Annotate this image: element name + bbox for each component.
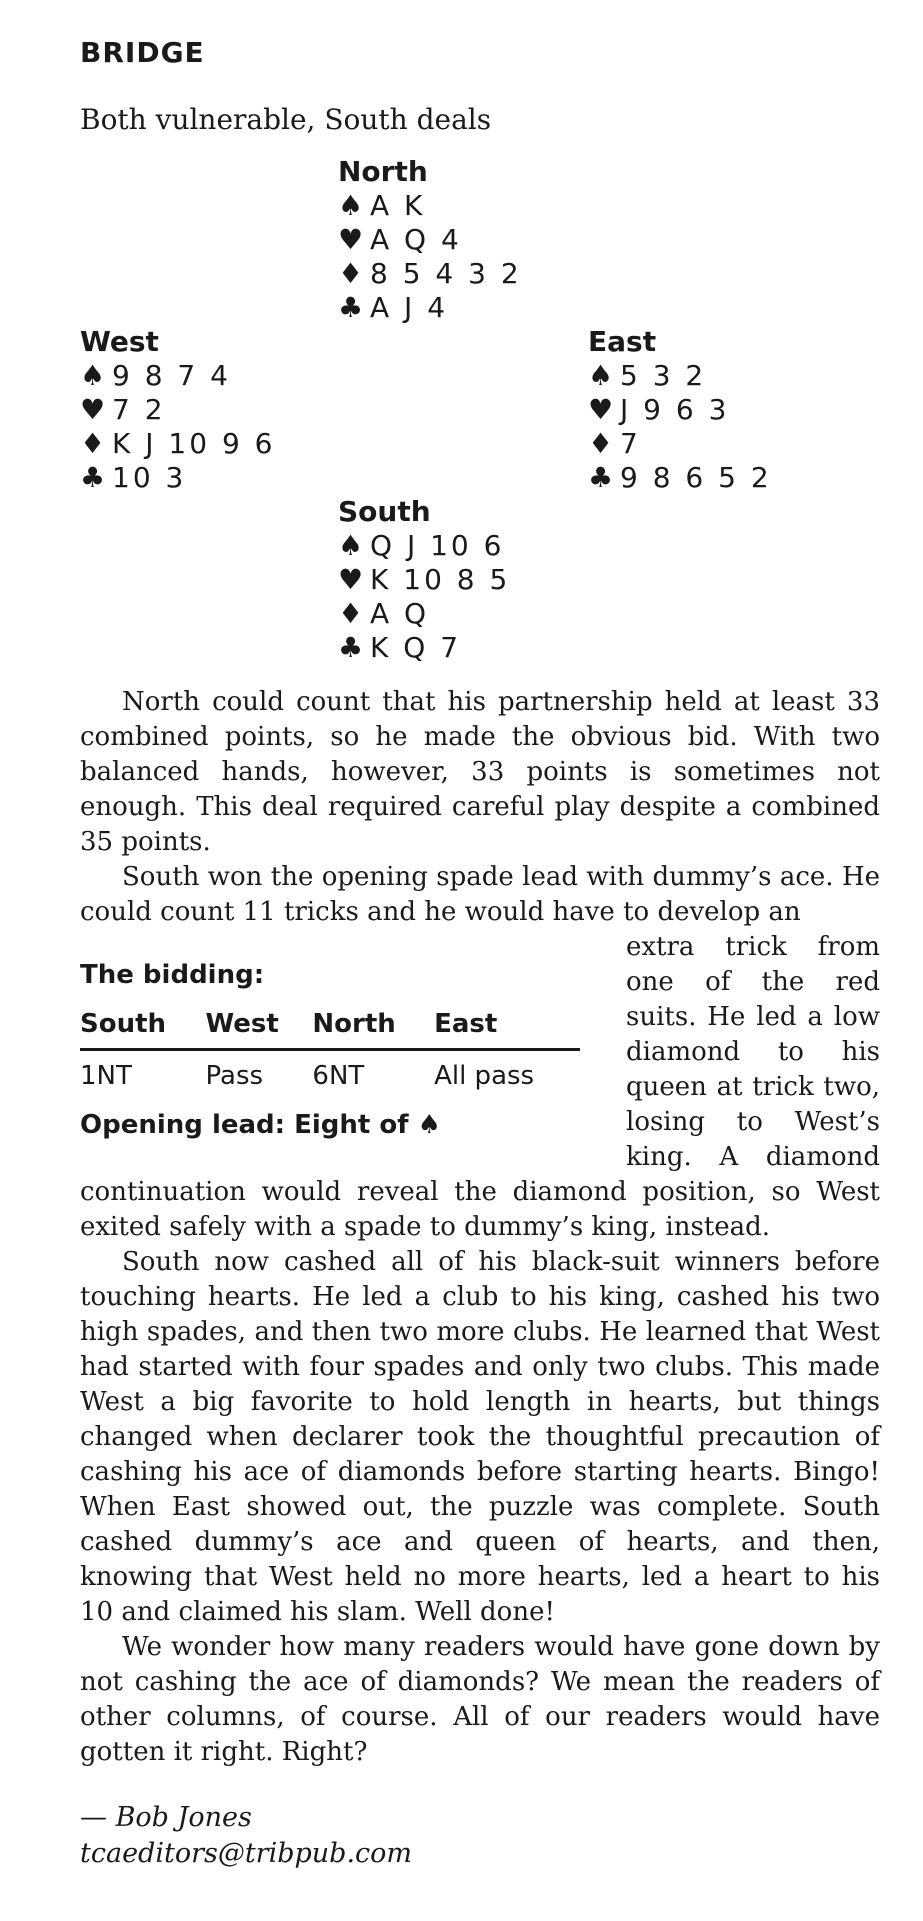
bid-header-west: West — [206, 1007, 313, 1050]
north-spades: A K — [370, 189, 426, 222]
paragraph: North could count that his partnership held at least 33 combined points, so he made the obvious bid. With two balanced hands, however, 33 points is sometimes not enough. This deal required careful play despite a combined 35 points. — [80, 687, 880, 857]
south-spades: Q J 10 6 — [370, 529, 505, 562]
west-hand — [80, 325, 275, 495]
west-hearts: 7 2 — [112, 393, 166, 426]
paragraph: South now cashed all of his black-suit winners before touching hearts. He led a club to his king, cashed his two high spades, and then two more clubs. He learned that West had started with four spades and only two clubs. This made West a big favorite to hold length in hearts, but things changed when declarer took the thoughtful precaution of cashing his ace of diamonds before starting hearts. Bingo! When East showed out, the puzzle was complete. South cashed dummy’s ace and queen of hearts, and then, knowing that West held no more hearts, led a heart to his 10 and claimed his slam. Well done! — [80, 1247, 880, 1627]
north-diamonds: 8 5 4 3 2 — [370, 257, 522, 290]
east-spades: 5 3 2 — [620, 359, 707, 392]
heart-icon: ♥ — [338, 223, 364, 256]
diamond-icon: ♦ — [338, 597, 364, 630]
south-hearts: K 10 8 5 — [370, 563, 511, 596]
spade-icon: ♠ — [588, 359, 614, 392]
bridge-column — [80, 30, 880, 1869]
bid-south: 1NT — [80, 1061, 132, 1091]
hand-name: North — [338, 155, 428, 188]
bid-header-south: South — [80, 1007, 206, 1050]
north-clubs: A J 4 — [370, 291, 449, 324]
east-hand — [588, 325, 772, 495]
bidding-table — [80, 1007, 580, 1100]
article-body — [80, 685, 880, 1770]
west-clubs: 10 3 — [112, 461, 187, 494]
east-clubs: 9 8 6 5 2 — [620, 461, 772, 494]
paragraph: We wonder how many readers would have gone down by not cashing the ace of diamonds? We mean the readers of other columns, of course. All of our readers would have gotten it right. Right? — [80, 1632, 880, 1767]
bidding-box — [80, 948, 590, 1143]
club-icon: ♣ — [338, 631, 364, 664]
paragraph: extra trick from one of the red suits. He led a low diamond to his queen at trick two, losing to West’s king. A diamond continuation would reveal the diamond position, so West exited safely with a spade to dummy’s king, instead. — [80, 932, 880, 1242]
west-spades: 9 8 7 4 — [112, 359, 231, 392]
spade-icon: ♠ — [338, 189, 364, 222]
south-hand — [338, 495, 510, 665]
bid-west: Pass — [205, 1061, 264, 1091]
bidding-label: The bidding: — [80, 960, 265, 990]
author-name: — Bob Jones — [80, 1802, 252, 1833]
column-title: BRIDGE — [80, 36, 205, 69]
hand-name: West — [80, 325, 159, 358]
south-clubs: K Q 7 — [370, 631, 462, 664]
paragraph: South won the opening spade lead with dummy’s ace. He could count 11 tricks and he would have to develop an — [80, 862, 880, 927]
signature — [80, 1800, 412, 1872]
club-icon: ♣ — [588, 461, 614, 494]
bid-header-east: East — [434, 1007, 580, 1050]
club-icon: ♣ — [338, 291, 364, 324]
author-email: tcaeditors@tribpub.com — [80, 1838, 413, 1869]
heart-icon: ♥ — [338, 563, 364, 596]
north-hearts: A Q 4 — [370, 223, 462, 256]
west-diamonds: K J 10 9 6 — [112, 427, 276, 460]
spade-icon: ♠ — [338, 529, 364, 562]
hand-name: East — [588, 325, 657, 358]
vulnerability-line: Both vulnerable, South deals — [80, 103, 492, 136]
diamond-icon: ♦ — [80, 427, 106, 460]
east-hearts: J 9 6 3 — [620, 393, 730, 426]
opening-lead-text: Opening lead: Eight of — [80, 1110, 409, 1140]
spade-icon: ♠ — [80, 359, 106, 392]
south-diamonds: A Q — [370, 597, 430, 630]
bid-north: 6NT — [312, 1061, 365, 1091]
north-hand — [338, 155, 522, 325]
diamond-icon: ♦ — [588, 427, 614, 460]
bid-header-north: North — [312, 1007, 434, 1050]
diamond-icon: ♦ — [338, 257, 364, 290]
opening-lead — [80, 1108, 590, 1143]
east-diamonds: 7 — [620, 427, 641, 460]
spade-icon: ♠ — [417, 1110, 441, 1140]
heart-icon: ♥ — [80, 393, 106, 426]
heart-icon: ♥ — [588, 393, 614, 426]
club-icon: ♣ — [80, 461, 106, 494]
bid-east: All pass — [434, 1061, 535, 1091]
hand-name: South — [338, 495, 431, 528]
